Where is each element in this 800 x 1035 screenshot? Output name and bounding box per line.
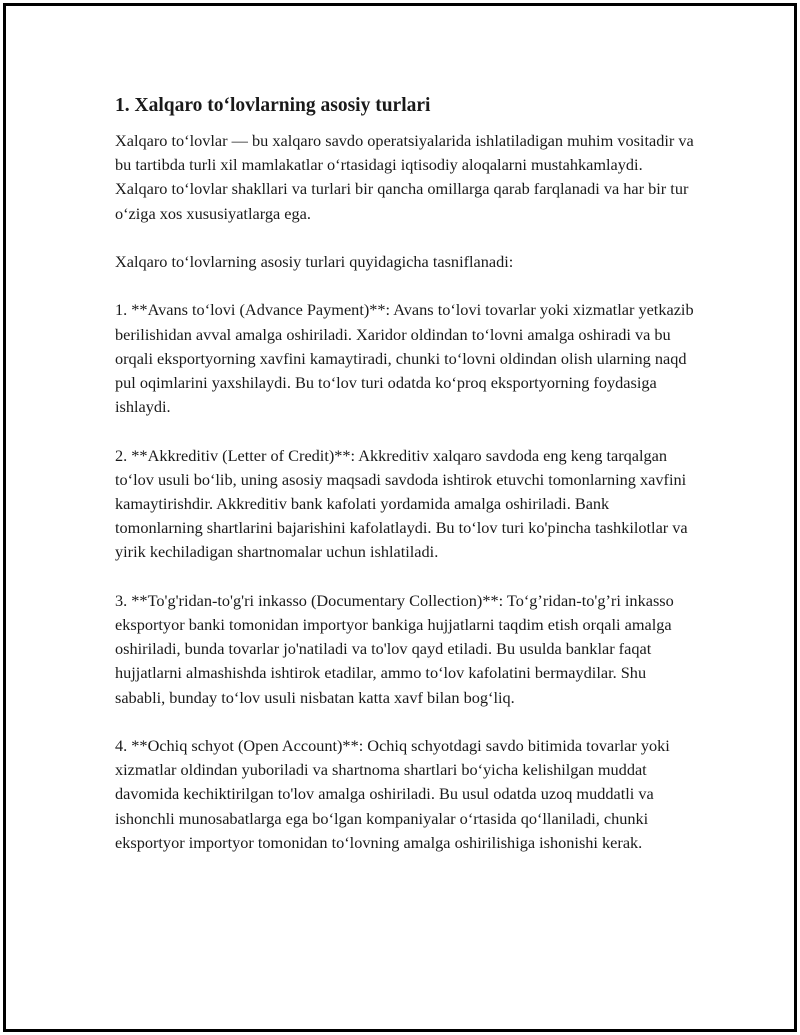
classification-intro: Xalqaro to‘lovlarning asosiy turlari quyidagicha tasniflanadi:	[115, 252, 514, 271]
open-account-paragraph: 4. **Ochiq schyot (Open Account)**: Ochiq schyotdagi savdo bitimida tovarlar yoki xizmatlar oldindan yuboriladi va shartnoma shartlari bo‘yicha kelishilgan muddat davomida kechiktirilgan to'lov amalga oshiriladi. Bu usul odatda uzoq muddatli va ishonchli munosabatlarga ega bo‘lgan kompaniyalar o‘rtasida qo‘llaniladi, chunki eksportyor importyor tomonidan to‘lovning amalga oshirilishiga ishonishi kerak.	[115, 736, 670, 852]
letter-of-credit-paragraph: 2. **Akkreditiv (Letter of Credit)**: Akkreditiv xalqaro savdoda eng keng tarqalgan to‘lov usuli bo‘lib, uning asosiy maqsadi savdoda ishtirok etuvchi tomonlarning xavfini kamaytirishdir. Akkreditiv bank kafolati yordamida amalga oshiriladi. Bank tomonlarning shartlarini bajarishini kafolatlaydi. Bu to‘lov turi ko'pincha tashkilotlar va yirik kechiladigan shartnomalar uchun ishlatiladi.	[115, 445, 688, 562]
document-body	[115, 93, 695, 879]
advance-payment-paragraph: 1. **Avans to‘lovi (Advance Payment)**: Avans to‘lovi tovarlar yoki xizmatlar yetkazib berilishidan avval amalga oshiriladi. Xaridor oldindan to‘lovni amalga oshiradi va bu orqali eksportyorning xavfini kamaytiradi, chunki to‘lovni oldindan olish ularning naqd pul oqimlarini yaxshilaydi. Bu to‘lov turi odatda ko‘proq eksportyorning foydasiga ishlaydi.	[115, 300, 694, 417]
documentary-collection-paragraph: 3. **To'g'ridan-to'g'ri inkasso (Documentary Collection)**: To‘g’ridan-to'g’ri inkasso eksportyor banki tomonidan importyor bankiga hujjatlarni taqdim etish orqali amalga oshiriladi, bunda tovarlar jo'natiladi va to'lov qayd etiladi. Bu usulda banklar faqat hujjatlarni almashishda ishtirok etadilar, ammo to‘lov kafolatini bermaydilar. Shu sababli, bunday to‘lov usuli nisbatan katta xavf bilan bog‘liq.	[115, 590, 674, 707]
intro-paragraph: Xalqaro to‘lovlar — bu xalqaro savdo operatsiyalarida ishlatiladigan muhim vositadir va bu tartibda turli xil mamlakatlar o‘rtasidagi iqtisodiy aloqalarni mustahkamlaydi. Xalqaro to‘lovlar shakllari va turlari bir qancha omillarga qarab farqlanadi va har bir tur o‘ziga xos xususiyatlarga ega.	[115, 131, 694, 223]
section-heading: 1. Xalqaro to‘lovlarning asosiy turlari	[115, 95, 431, 116]
